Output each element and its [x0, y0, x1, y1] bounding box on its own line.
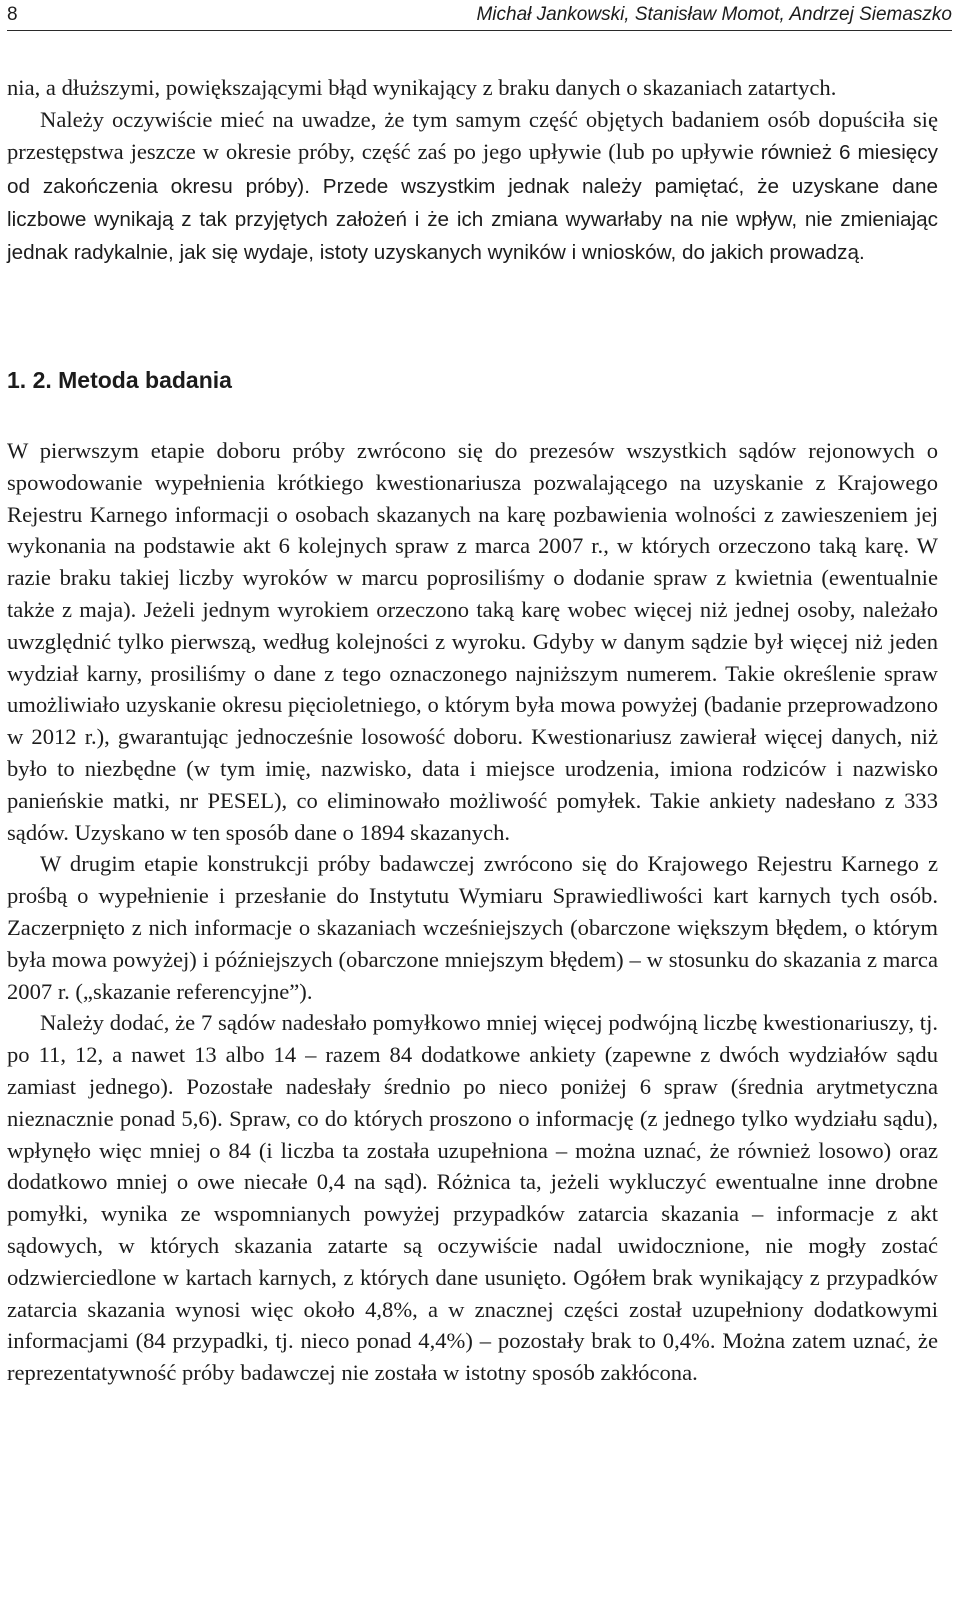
paragraph-5: Należy dodać, że 7 sądów nadesłało pomyłkowo mniej więcej podwójną liczbę kwestionariuszy, tj. po 11, 12, a nawet 13 albo 14 – razem 84 dodatkowe ankiety (zapewne z dwóch wydziałów sądu zamiast jednego). Pozostałe nadesłały średnio po nieco poniżej 6 spraw (średnia arytmetyczna nieznacznie ponad 5,6). Spraw, co do których proszono o informację (z jednego tylko wydziału sądu), wpłynęło więc mniej o 84 (i liczba ta została uzupełniona – można uznać, że również losowo) oraz dodatkowo mniej o owe niecałe 0,4 na sąd). Różnica ta, jeżeli wykluczyć ewentualne inne drobne pomyłki, wynika ze wspomnianych powyżej przypadków zatarcia skazania – informacje z akt sądowych, w których skazania zatarte są oczywiście nadal uwidocznione, nie mogły zostać odzwierciedlone w kartach karnych, z których dane usunięto. Ogółem brak wynikający z przypadków zatarcia skazania wynosi więc około 4,8%, a w znacznej części został uzupełniony dodatkowymi informacjami (84 przypadki, tj. nieco ponad 4,4%) – pozostały brak to 0,4%. Można zatem uznać, że reprezentatywność próby badawczej nie została w istotny sposób zakłócona.	[7, 1010, 938, 1386]
text-block-method	[7, 435, 938, 1389]
paragraph-1: nia, a dłuższymi, powiększającymi błąd wynikający z braku danych o skazaniach zatartych.	[7, 75, 837, 100]
running-head-authors: Michał Jankowski, Stanisław Momot, Andrzej Siemaszko	[476, 4, 952, 25]
paragraph-2-serif-part: Należy oczywiście mieć na uwadze, że tym samym część objętych badaniem osób dopuściła się przestępstwa jeszcze w okresie próby, część zaś po jego upływie (lub po upływie	[7, 107, 938, 165]
paragraph-2	[7, 104, 938, 269]
page-number: 8	[7, 4, 18, 25]
running-header	[7, 2, 952, 31]
text-block-top	[7, 72, 938, 269]
paragraph-3: W pierwszym etapie doboru próby zwrócono się do prezesów wszystkich sądów rejonowych o spowodowanie wypełnienia krótkiego kwestionariusza pozwalającego na uzyskanie z Krajowego Rejestru Karnego informacji o osobach skazanych na karę pozbawienia wolności z zawieszeniem jej wykonania na podstawie akt 6 kolejnych spraw z marca 2007 r., w których orzeczono taką karę. W razie braku takiej liczby wyroków w marcu poprosiliśmy o dodanie spraw z kwietnia (ewentualnie także z maja). Jeżeli jednym wyrokiem orzeczono taką karę wobec więcej niż jednej osoby, należało uwzględnić tylko pierwszą, według kolejności z wyroku. Gdyby w danym sądzie był więcej niż jeden wydział karny, prosiliśmy o dane z tego oznaczonego najniższym numerem. Takie określenie spraw umożliwiało uzyskanie okresu pięcioletniego, o którym była mowa powyżej (badanie przeprowadzono w 2012 r.), gwarantując jednocześnie losowość doboru. Kwestionariusz zawierał więcej danych, niż było to niezbędne (w tym imię, nazwisko, data i miejsce urodzenia, imiona rodziców i nazwisko panieńskie matki, nr PESEL), co eliminowało możliwość pomyłek. Takie ankiety nadesłano z 333 sądów. Uzyskano w ten sposób dane o 1894 skazanych.	[7, 438, 938, 845]
paragraph-4: W drugim etapie konstrukcji próby badawczej zwrócono się do Krajowego Rejestru Karnego z prośbą o wypełnienie i przesłanie do Instytutu Wymiaru Sprawiedliwości kart karnych tych osób. Zaczerpnięto z nich informacje o skazaniach wcześniejszych (obarczone większym błędem, o którym była mowa powyżej) i późniejszych (obarczone mniejszym błędem) – w stosunku do skazania z marca 2007 r. („skazanie referencyjne”).	[7, 851, 938, 1004]
paragraph-2-sans-part: również 6 miesięcy od zakończenia okresu próby). Przede wszystkim jednak należy pamiętać, że uzyskane dane liczbowe wynikają z tak przyjętych założeń i że ich zmiana wywarłaby na nie wpływ, nie zmieniając jednak radykalnie, jak się wydaje, istoty uzyskanych wyników i wniosków, do jakich prowadzą.	[7, 141, 938, 265]
section-heading: 1. 2. Metoda badania	[7, 367, 232, 393]
